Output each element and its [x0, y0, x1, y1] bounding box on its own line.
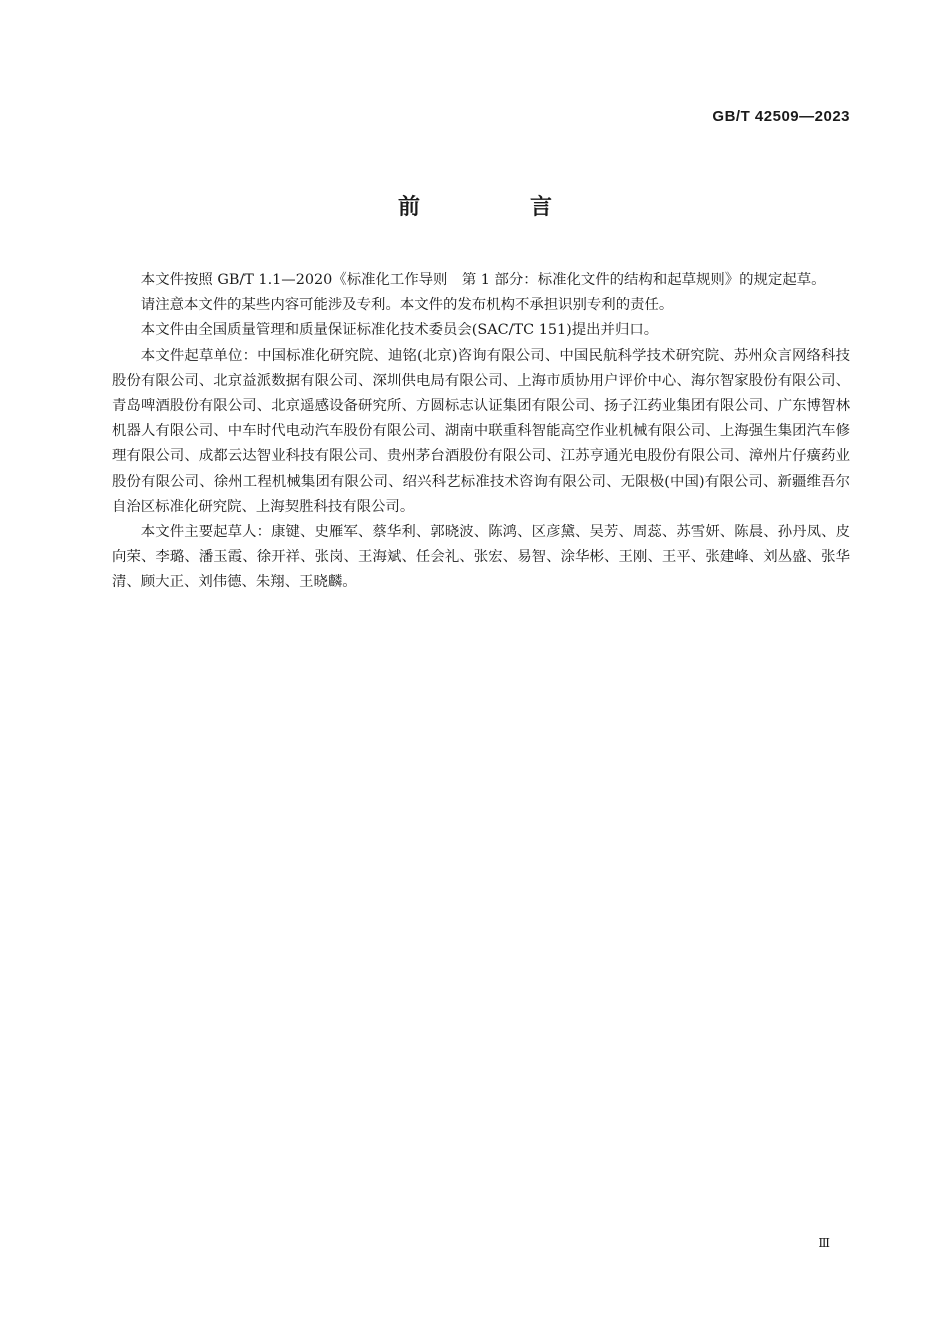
paragraph-drafters: 本文件主要起草人：康键、史雁军、蔡华利、郭晓波、陈鸿、区彦黛、吴芳、周蕊、苏雪妍、陈晨、孙丹凤、皮向荣、李璐、潘玉霞、徐开祥、张岗、王海斌、任会礼、张宏、易智、涂华彬、王刚、王平、张建峰、刘丛盛、张华清、顾大正、刘伟德、朱翔、王晓麟。	[112, 524, 850, 591]
standard-code: GB/T 42509—2023	[712, 108, 850, 125]
preface-body	[112, 268, 850, 596]
page-title: 前 言	[397, 195, 596, 220]
paragraph-patent-notice: 请注意本文件的某些内容可能涉及专利。本文件的发布机构不承担识别专利的责任。	[140, 297, 674, 314]
paragraph-drafting-units: 本文件起草单位：中国标准化研究院、迪铭(北京)咨询有限公司、中国民航科学技术研究院、苏州众言网络科技股份有限公司、北京益派数据有限公司、深圳供电局有限公司、上海市质协用户评价中心、海尔智家股份有限公司、青岛啤酒股份有限公司、北京遥感设备研究所、方圆标志认证集团有限公司、扬子江药业集团有限公司、广东博智林机器人有限公司、中车时代电动汽车股份有限公司、湖南中联重科智能高空作业机械有限公司、上海强生集团汽车修理有限公司、成都云达智业科技有限公司、贵州茅台酒股份有限公司、江苏亨通光电股份有限公司、漳州片仔癀药业股份有限公司、徐州工程机械集团有限公司、绍兴科艺标准技术咨询有限公司、无限极(中国)有限公司、新疆维吾尔自治区标准化研究院、上海契胜科技有限公司。	[112, 347, 850, 515]
paragraph-drafting-rules: 本文件按照 GB/T 1.1—2020《标准化工作导则 第 1 部分：标准化文件的结构和起草规则》的规定起草。	[140, 272, 826, 288]
paragraph-proposer: 本文件由全国质量管理和质量保证标准化技术委员会(SAC/TC 151)提出并归口。	[140, 322, 659, 339]
page-number: Ⅲ	[818, 1236, 830, 1250]
